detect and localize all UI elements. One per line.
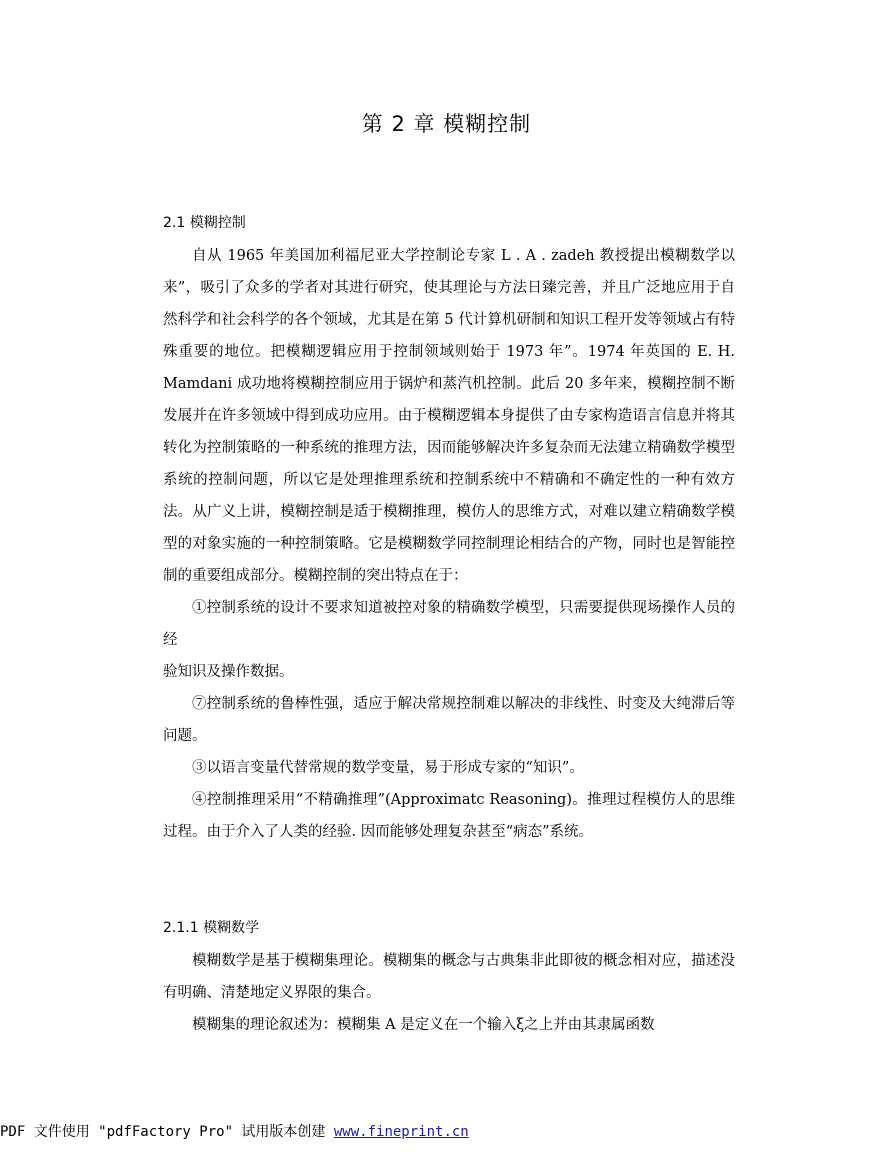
section-2-1-body bbox=[163, 240, 735, 848]
paragraph-fuzzy-set-theory: 模糊集的理论叙述为：模糊集 A 是定义在一个输入ξ之上并由其隶属函数 bbox=[192, 1017, 655, 1033]
paragraph-fuzzy-math: 模糊数学是基于模糊集理论。模糊集的概念与古典集非此即彼的概念相对应，描述没有明确、清楚地定义界限的集合。 bbox=[163, 953, 735, 1001]
section-heading-2-1: 2.1 模糊控制 bbox=[163, 215, 246, 231]
paragraph-feature-1: ①控制系统的设计不要求知道被控对象的精确数学模型，只需要提供现场操作人员的经 bbox=[163, 600, 735, 648]
paragraph-feature-1-cont: 验知识及操作数据。 bbox=[163, 664, 294, 680]
pdf-footer bbox=[0, 1122, 469, 1142]
section-2-1-1-body bbox=[163, 945, 735, 1041]
paragraph-feature-3: ③以语言变量代替常规的数学变量，易于形成专家的“知识”。 bbox=[192, 760, 584, 776]
section-heading-2-1-1: 2.1.1 模糊数学 bbox=[163, 920, 260, 936]
paragraph-feature-2: ⑦控制系统的鲁棒性强，适应于解决常规控制难以解决的非线性、时变及大纯滞后等问题。 bbox=[163, 696, 735, 744]
footer-text: PDF 文件使用 "pdfFactory Pro" 试用版本创建 bbox=[0, 1124, 334, 1140]
paragraph-intro: 自从 1965 年美国加利福尼亚大学控制论专家 L . A . zadeh 教授提出模糊数学以来”，吸引了众多的学者对其进行研究，使其理论与方法日臻完善，并且广泛地应用于自然科学和社会科学的各个领域，尤其是在第 5 代计算机研制和知识工程开发等领域占有特殊重要的地位。把模糊逻辑应用于控制领域则始于 1973 年”。1974 年英国的 E. H. Mamdani 成功地将模糊控制应用于锅炉和蒸汽机控制。此后 20 多年来，模糊控制不断发展并在许多领域中得到成功应用。由于模糊逻辑本身提供了由专家构造语言信息并将其转化为控制策略的一种系统的推理方法，因而能够解决许多复杂而无法建立精确数学模型系统的控制问题，所以它是处理推理系统和控制系统中不精确和不确定性的一种有效方法。从广义上讲，模糊控制是适于模糊推理，模仿人的思维方式，对难以建立精确数学模型的对象实施的一种控制策略。它是模糊数学同控制理论相结合的产物，同时也是智能控制的重要组成部分。模糊控制的突出特点在于： bbox=[163, 248, 735, 584]
paragraph-feature-4: ④控制推理采用“不精确推理”(Approximatc Reasoning)。推理过程模仿人的思维过程。由于介入了人类的经验. 因而能够处理复杂甚至“病态”系统。 bbox=[163, 792, 735, 840]
footer-link[interactable]: www.fineprint.cn bbox=[333, 1124, 469, 1140]
chapter-title: 第 2 章 模糊控制 bbox=[361, 112, 532, 136]
